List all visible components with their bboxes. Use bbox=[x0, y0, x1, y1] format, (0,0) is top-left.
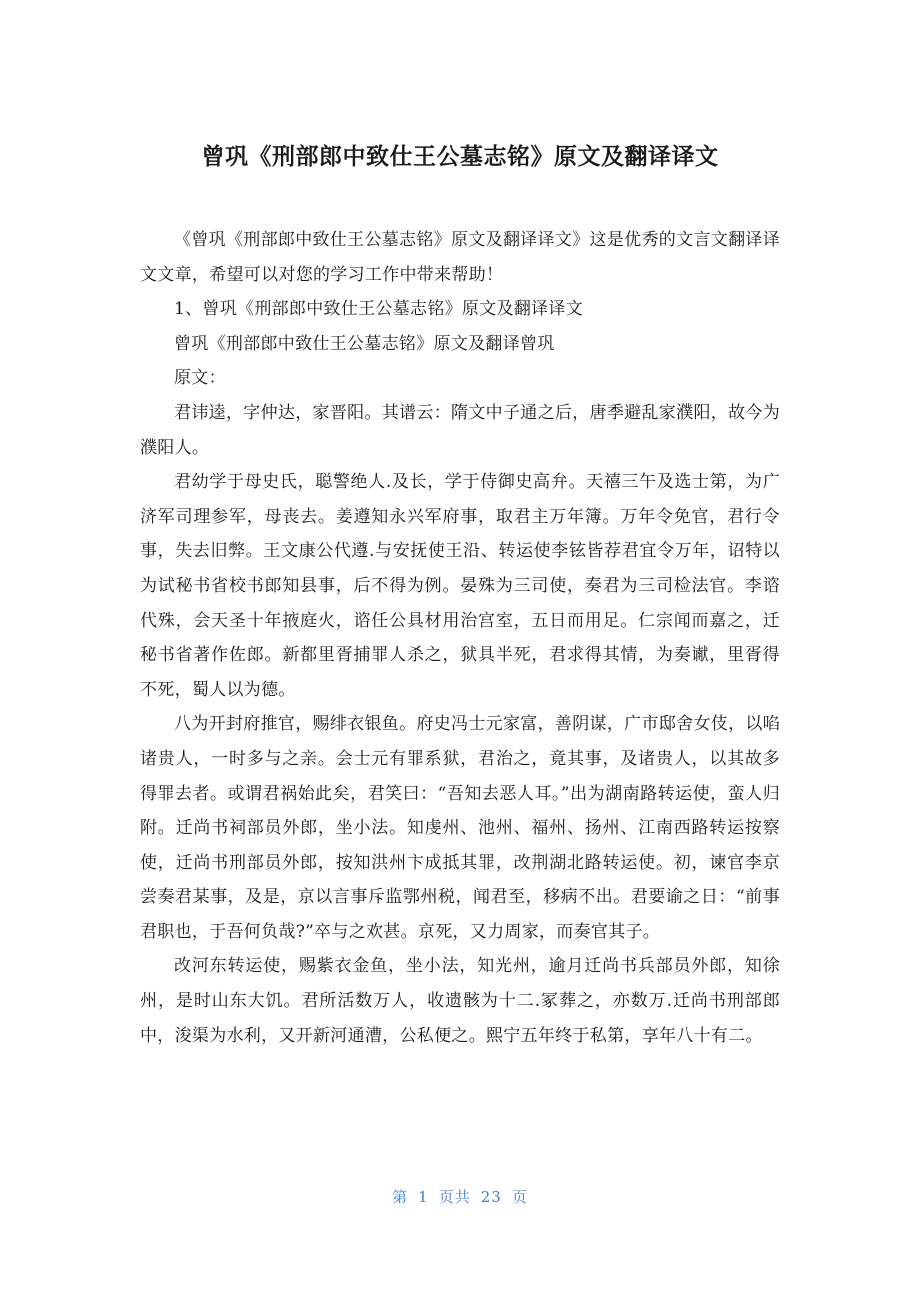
intro-paragraph: 《曾巩《刑部郎中致仕王公墓志铭》原文及翻译译文》这是优秀的文言文翻译译文文章，希望可以对您的学习工作中带来帮助！ bbox=[140, 230, 780, 285]
current-page-number: 1 bbox=[418, 1188, 429, 1206]
total-pages-number: 23 bbox=[480, 1188, 502, 1206]
page-end-word: 页 bbox=[511, 1188, 528, 1206]
page-word: 第 bbox=[392, 1188, 409, 1206]
body-paragraph: 改河东转运使，赐紫衣金鱼，坐小法，知光州，逾月迁尚书兵部员外郎，知徐州，是时山东大饥。君所活数万人，收遗骸为十二.冢葬之，亦数万.迁尚书刑部郎中，浚渠为水利，又开新河通漕，公私便之。熙宁五年终于私第，享年八十有二。 bbox=[140, 956, 780, 1046]
document-body bbox=[140, 223, 780, 1053]
body-paragraph: 君讳逵，字仲达，家晋阳。其谱云：隋文中子通之后，唐季避乱家濮阳，故今为濮阳人。 bbox=[140, 402, 780, 458]
document-title: 曾巩《刑部郎中致仕王公墓志铭》原文及翻译译文 bbox=[201, 144, 719, 170]
body-paragraph: 君幼学于母史氏，聪警绝人.及长，学于侍御史高弁。天禧三午及选士第，为广济军司理参军，母丧去。姜遵知永兴军府事，取君主万年簿。万年令免官，君行令事，失去旧弊。王文康公代遵.与安抚使王沿、转运使李铉皆荐君宜令万年，诏特以为试秘书省校书郎知县事，后不得为例。晏殊为三司使，奏君为三司检法官。李谘代殊，会天圣十年掖庭火，谘任公具材用治宫室，五日而用足。仁宗闻而嘉之，迁秘书省著作佐郎。新都里胥捕罪人杀之，狱具半死，君求得其情，为奏谳，里胥得不死，蜀人以为德。 bbox=[140, 472, 780, 700]
page-total-word: 页共 bbox=[438, 1188, 471, 1206]
original-text-label: 原文： bbox=[174, 368, 226, 389]
page-footer bbox=[0, 1186, 920, 1207]
body-paragraph: 八为开封府推官，赐绯衣银鱼。府史冯士元家富，善阴谋，广市邸舍女伎，以啗诸贵人，一时多与之亲。会士元有罪系狱，君治之，竟其事，及诸贵人，以其故多得罪去者。或谓君祸始此矣，君笑曰：“吾知去恶人耳。”出为湖南路转运使，蛮人归附。迁尚书祠部员外郎，坐小法。知虔州、池州、福州、扬州、江南西路转运按察使，迁尚书刑部员外郎，按知洪州卞成抵其罪，改荆湖北路转运使。初，谏官李京尝奏君某事，及是，京以言事斥监鄂州税，闻君至，移病不出。君要谕之日：“前事君职也，于吾何负哉?”卒与之欢甚。京死，又力周家，而奏官其子。 bbox=[140, 714, 780, 942]
section-heading: 1、曾巩《刑部郎中致仕王公墓志铭》原文及翻译译文 bbox=[174, 299, 584, 320]
subtitle-line: 曾巩《刑部郎中致仕王公墓志铭》原文及翻译曾巩 bbox=[174, 333, 555, 354]
